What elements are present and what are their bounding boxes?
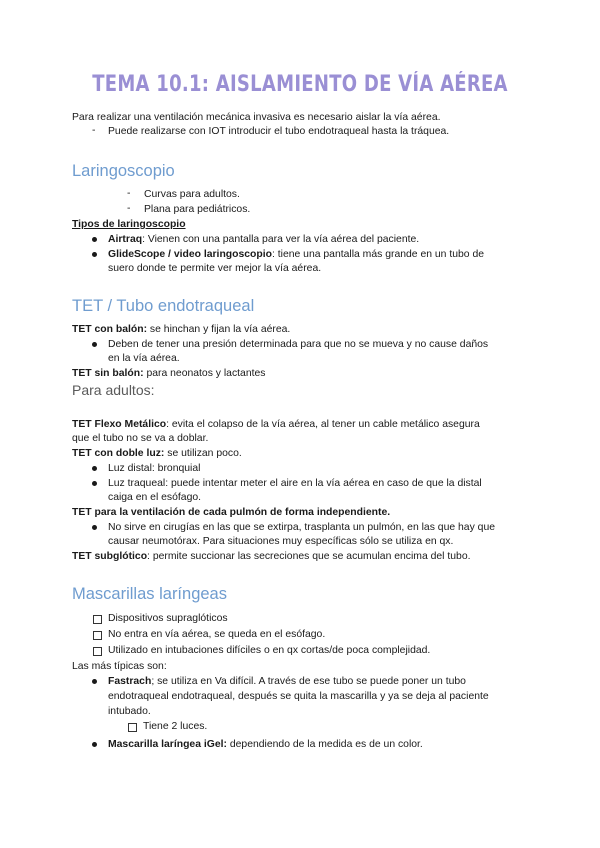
tet-flexo: TET Flexo Metálico: evita el colapso de la vía aérea, al tener un cable metálico asegura — [72, 419, 480, 430]
fastrach-item: Fastrach; se utiliza en Va difícil. A través de ese tubo se puede poner un tubo — [108, 676, 466, 687]
tet-flexo-cont: que el tubo no se va a doblar. — [72, 433, 209, 444]
checkbox[interactable] — [93, 647, 102, 656]
checkbox[interactable] — [93, 615, 102, 624]
igel-item: Mascarilla laríngea iGel: dependiendo de la medida es de un color. — [108, 739, 423, 750]
dash-marker: - — [127, 188, 131, 199]
section-heading-laringoscopio: Laringoscopio — [72, 162, 175, 180]
bullet-marker — [92, 252, 97, 257]
tipicas-intro: Las más típicas son: — [72, 661, 167, 672]
subheading-adultos: Para adultos: — [72, 382, 155, 398]
bullet-marker — [92, 237, 97, 242]
dash-marker: - — [92, 125, 96, 136]
dash-marker: - — [127, 203, 131, 214]
checklist-item-2: No entra en vía aérea, se queda en el esófago. — [108, 629, 326, 640]
luz-distal: Luz distal: bronquial — [108, 463, 201, 474]
tipo-airtraq: Airtraq: Vienen con una pantalla para ver la vía aérea del paciente. — [108, 234, 420, 245]
tet-subglotico: TET subglótico: permite succionar las secreciones que se acumulan encima del tubo. — [72, 551, 471, 562]
tipo-glidescope-cont: suero donde te permite ver mejor la vía aérea. — [108, 263, 322, 274]
fastrach-item-cont-2: intubado. — [108, 706, 151, 717]
bullet-marker — [92, 342, 97, 347]
tipos-heading: Tipos de laringoscopio — [72, 219, 186, 230]
tet-ventilacion-bullet: No sirve en cirugías en las que se extirpa, trasplanta un pulmón, en las que hay que — [108, 522, 495, 533]
checkbox[interactable] — [93, 631, 102, 640]
fastrach-subitem: Tiene 2 luces. — [143, 721, 208, 732]
bullet-marker — [92, 679, 97, 684]
checkbox[interactable] — [128, 723, 137, 732]
laringoscopio-item-1: Curvas para adultos. — [144, 189, 240, 200]
checklist-item-3: Utilizado en intubaciones difíciles o en qx cortas/de poca complejidad. — [108, 645, 431, 656]
section-heading-mascarillas: Mascarillas laríngeas — [72, 585, 227, 603]
tipo-glidescope: GlideScope / video laringoscopio: tiene una pantalla más grande en un tubo de — [108, 249, 484, 260]
luz-traqueal: Luz traqueal: puede intentar meter el aire en la vía aérea en caso de que la distal — [108, 478, 482, 489]
tet-con-balon-bullet-cont: en la vía aérea. — [108, 353, 180, 364]
bullet-marker — [92, 525, 97, 530]
fastrach-item-cont: endotraqueal endotraqueal, después se quita la mascarilla y ya se deja al paciente — [108, 691, 489, 702]
tet-sin-balon: TET sin balón: para neonatos y lactantes — [72, 368, 266, 379]
tet-ventilacion-bullet-cont: causar neumotórax. Para situaciones muy específicas sólo se utiliza en qx. — [108, 536, 454, 547]
intro-dash-item: Puede realizarse con IOT introducir el tubo endotraqueal hasta la tráquea. — [108, 126, 450, 137]
bullet-marker — [92, 742, 97, 747]
laringoscopio-item-2: Plana para pediátricos. — [144, 204, 251, 215]
bullet-marker — [92, 481, 97, 486]
tet-doble-luz: TET con doble luz: se utilizan poco. — [72, 448, 242, 459]
tet-con-balon-bullet: Deben de tener una presión determinada para que no se mueva y no cause daños — [108, 339, 489, 350]
page-title: TEMA 10.1: AISLAMIENTO DE VÍA AÉREA — [92, 72, 508, 97]
tet-ventilacion: TET para la ventilación de cada pulmón de forma independiente. — [72, 507, 391, 518]
luz-traqueal-cont: caiga en el esófago. — [108, 492, 202, 503]
bullet-marker — [92, 466, 97, 471]
intro-paragraph: Para realizar una ventilación mecánica invasiva es necesario aislar la vía aérea. — [72, 112, 441, 123]
tet-con-balon: TET con balón: se hinchan y fijan la vía aérea. — [72, 324, 291, 335]
section-heading-tet: TET / Tubo endotraqueal — [72, 297, 255, 315]
checklist-item-1: Dispositivos supraglóticos — [108, 613, 228, 624]
